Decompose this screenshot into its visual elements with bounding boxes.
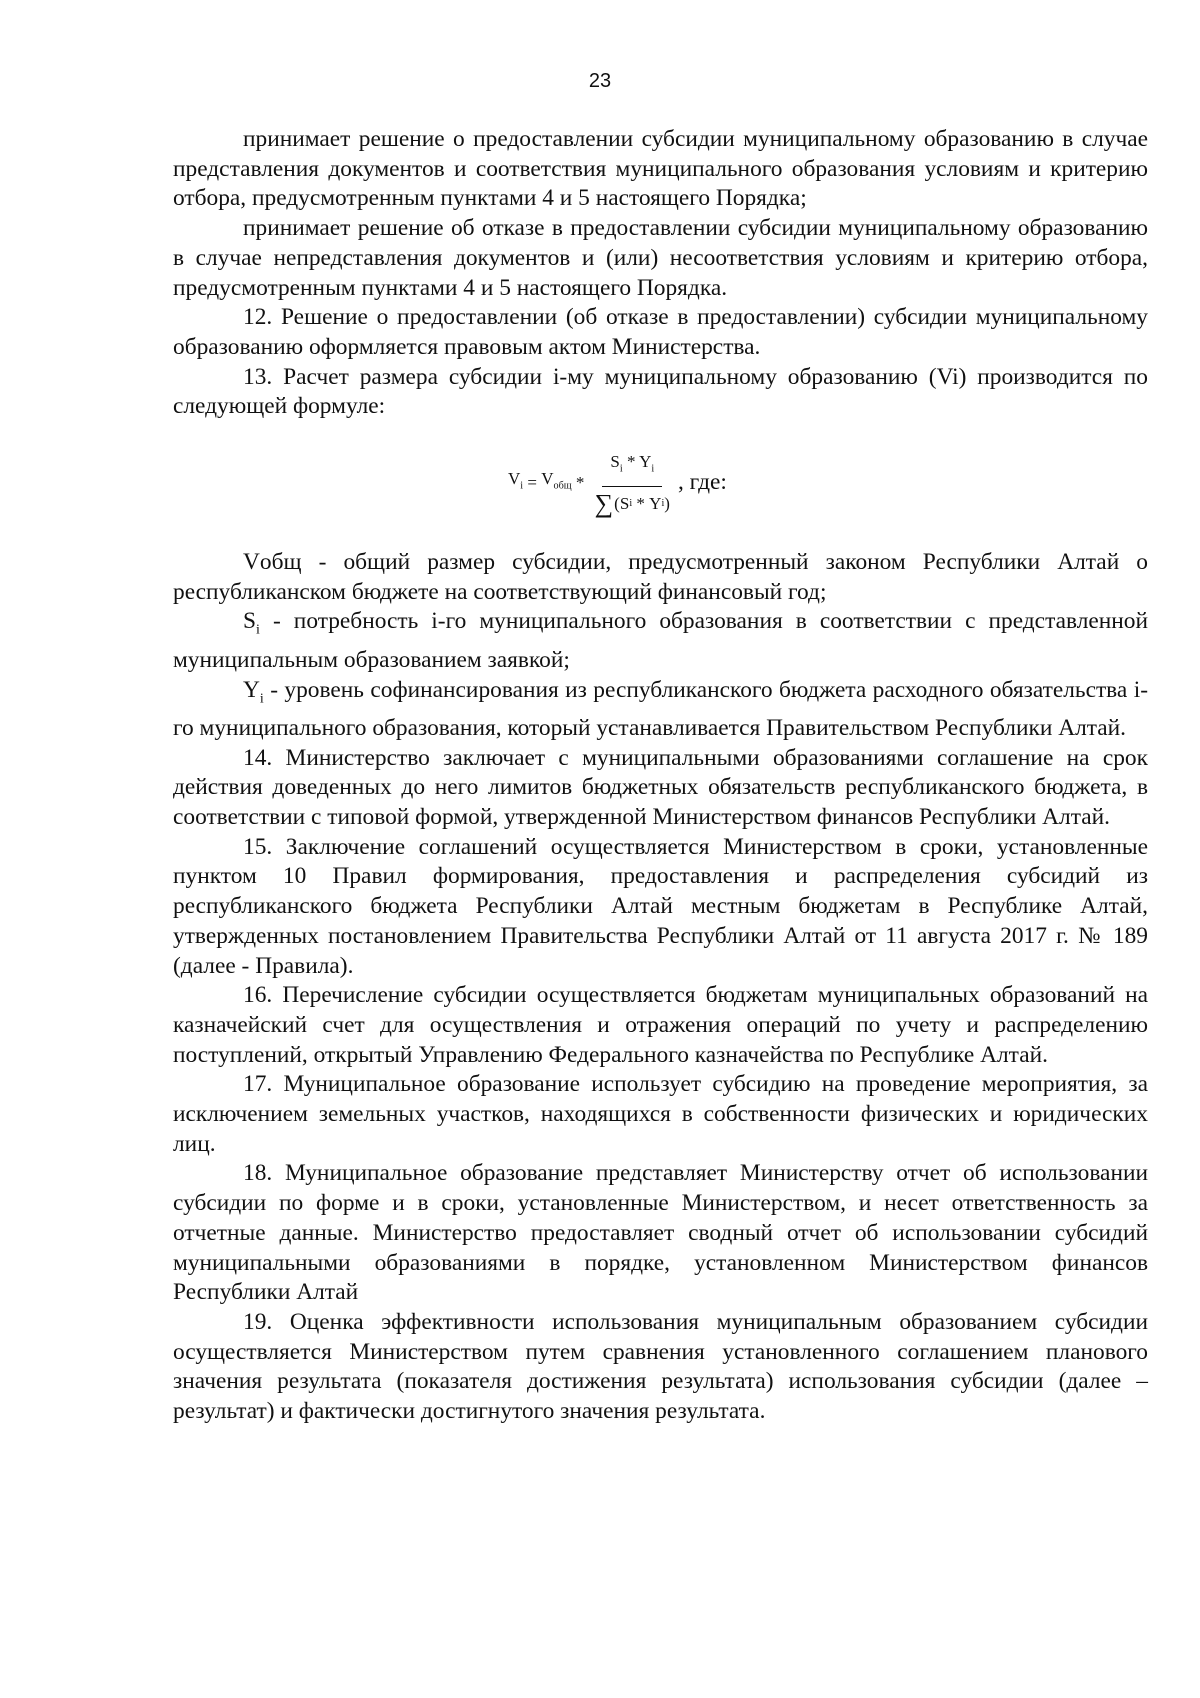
paragraph-decision-grant: принимает решение о предоставлении субсидии муниципальному образованию в случае представления документов и соответствия муниципального образования условиям и критерию отбора, предусмотренным пунктами 4 и 5 настоящего Порядка; [173,126,1148,212]
page-number: 23 [588,70,612,92]
formula-denominator: ∑ ( S i * Y i ) [594,489,670,519]
formula-lhs: $V_i$ [508,469,524,492]
definition-si: $S_i$ - потребность i-го муниципального образования в соответствии с представленной муниципальным образованием заявкой; [173,608,1148,673]
paragraph-16: 16. Перечисление субсидии осуществляется бюджетам муниципальных образований на казначейский счет для осуществления и отражения операций по учету и распределению поступлений, открытый Управлению Федерального казначейства по Республике Алтай. [173,982,1148,1068]
formula-numerator: $S_i * Y_i$ [602,447,662,487]
formula-suffix: , где: [677,469,727,496]
formula-times: * [571,473,589,493]
paragraph-15: 15. Заключение соглашений осуществляется Министерством в сроки, установленные пунктом 10 Правил формирования, предоставления и распределения субсидий из республиканского бюджета Республики Алтай местным бюджетам в Республике Алтай, утвержденных постановлением Правительства Республики Алтай от 11 августа 2017 г. № 189 (далее - Правила). [173,833,1148,979]
paragraph-12: 12. Решение о предоставлении (об отказе в предоставлении) субсидии муниципальному образованию оформляется правовым актом Министерства. [173,304,1148,360]
formula-total: $V_{общ}$ [541,469,572,492]
sigma-symbol: ∑ [594,489,614,519]
subsidy-formula [173,448,1148,518]
paragraph-14: 14. Министерство заключает с муниципальными образованиями соглашение на срок действия доведенных до него лимитов бюджетных обязательств республиканского бюджета, в соответствии с типовой формой, утвержденной Министерством финансов Республики Алтай. [173,744,1148,830]
definition-yi: $Y_i$ - уровень софинансирования из республиканского бюджета расходного обязательства i-го муниципального образования, который устанавливается Правительством Республики Алтай. [173,676,1148,741]
paragraph-19: 19. Оценка эффективности использования муниципальным образованием субсидии осуществляется Министерством путем сравнения установленного соглашением планового значения результата (показателя достижения результата) использования субсидии (далее – результат) и фактически достигнутого значения результата. [173,1308,1148,1425]
definition-vobsh: Vобщ - общий размер субсидии, предусмотренный законом Республики Алтай о республиканском бюджете на соответствующий финансовый год; [173,549,1148,605]
document-body [173,125,1148,1427]
formula-equals: = [523,473,542,493]
paragraph-17: 17. Муниципальное образование использует субсидию на проведение мероприятия, за исключением земельных участков, находящихся в собственности физических и юридических лиц. [173,1071,1148,1157]
paragraph-decision-refusal: принимает решение об отказе в предоставлении субсидии муниципальному образованию в случае непредставления документов и (или) несоответствия условиям и критерию отбора, предусмотренным пунктами 4 и 5 настоящего Порядка. [173,215,1148,301]
paragraph-18: 18. Муниципальное образование представляет Министерству отчет об использовании субсидии по форме и в сроки, установленные Министерством, и несет ответственность за отчетные данные. Министерство предоставляет сводный отчет об использовании субсидий муниципальными образованиями в порядке, установленном Министерством финансов Республики Алтай [173,1160,1148,1306]
formula-fraction [595,447,670,519]
paragraph-13: 13. Расчет размера субсидии i-му муниципальному образованию (Vi) производится по следующей формуле: [173,363,1148,420]
